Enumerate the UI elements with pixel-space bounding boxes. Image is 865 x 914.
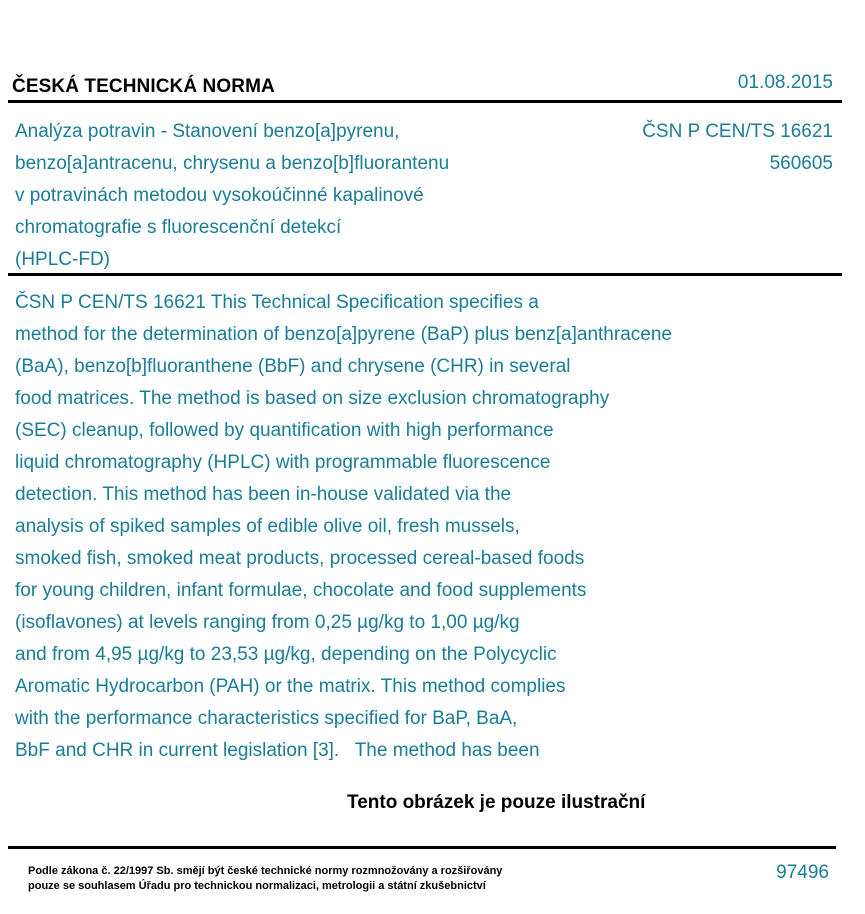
illustration-note: Tento obrázek je pouze ilustrační <box>347 792 646 813</box>
standard-identifier <box>642 116 833 180</box>
standard-title-line: benzo[a]antracenu, chrysenu a benzo[b]fluorantenu <box>15 153 450 174</box>
legal-notice-line: Podle zákona č. 22/1997 Sb. smějí být české technické normy rozmnožovány a rozšiřovány <box>28 865 503 877</box>
abstract-line: (BaA), benzo[b]fluoranthene (BbF) and chrysene (CHR) in several <box>15 356 571 377</box>
title-divider <box>8 273 842 276</box>
standard-code: ČSN P CEN/TS 16621 <box>642 121 833 142</box>
abstract-line: ČSN P CEN/TS 16621 This Technical Specification specifies a <box>15 292 539 313</box>
abstract-line: Aromatic Hydrocarbon (PAH) or the matrix. This method complies <box>15 676 566 697</box>
abstract-line: (isoflavones) at levels ranging from 0,25 µg/kg to 1,00 µg/kg <box>15 612 520 633</box>
publication-date: 01.08.2015 <box>737 72 833 93</box>
header-divider <box>8 100 842 103</box>
standard-title-line: Analýza potravin - Stanovení benzo[a]pyrenu, <box>15 121 400 142</box>
abstract-line: smoked fish, smoked meat products, processed cereal-based foods <box>15 548 585 569</box>
abstract-line: (SEC) cleanup, followed by quantification with high performance <box>15 420 554 441</box>
standard-title-line: v potravinách metodou vysokoúčinné kapalinové <box>15 185 424 206</box>
abstract-line: detection. This method has been in-house validated via the <box>15 484 512 505</box>
abstract-line: for young children, infant formulae, chocolate and food supplements <box>15 580 587 601</box>
legal-notice <box>28 864 502 894</box>
header-title: ČESKÁ TECHNICKÁ NORMA <box>12 76 275 97</box>
footer-divider <box>8 846 836 849</box>
abstract-line: liquid chromatography (HPLC) with programmable fluorescence <box>15 452 551 473</box>
abstract <box>15 287 845 767</box>
abstract-line: and from 4,95 µg/kg to 23,53 µg/kg, depending on the Polycyclic <box>15 644 557 665</box>
abstract-line: food matrices. The method is based on size exclusion chromatography <box>15 388 610 409</box>
abstract-line: analysis of spiked samples of edible olive oil, fresh mussels, <box>15 516 520 537</box>
standard-title-line: chromatografie s fluorescenční detekcí <box>15 217 342 238</box>
abstract-line: with the performance characteristics specified for BaP, BaA, <box>15 708 518 729</box>
standard-title <box>15 116 555 276</box>
legal-notice-line: pouze se souhlasem Úřadu pro technickou normalizaci, metrologii a státní zkušebnictví <box>28 880 486 892</box>
standard-class-number: 560605 <box>769 153 833 174</box>
document-number: 97496 <box>776 862 829 883</box>
abstract-line: method for the determination of benzo[a]pyrene (BaP) plus benz[a]anthracene <box>15 324 672 345</box>
abstract-line: BbF and CHR in current legislation [3]. The method has been <box>15 740 540 761</box>
standard-title-line: (HPLC-FD) <box>15 249 110 270</box>
